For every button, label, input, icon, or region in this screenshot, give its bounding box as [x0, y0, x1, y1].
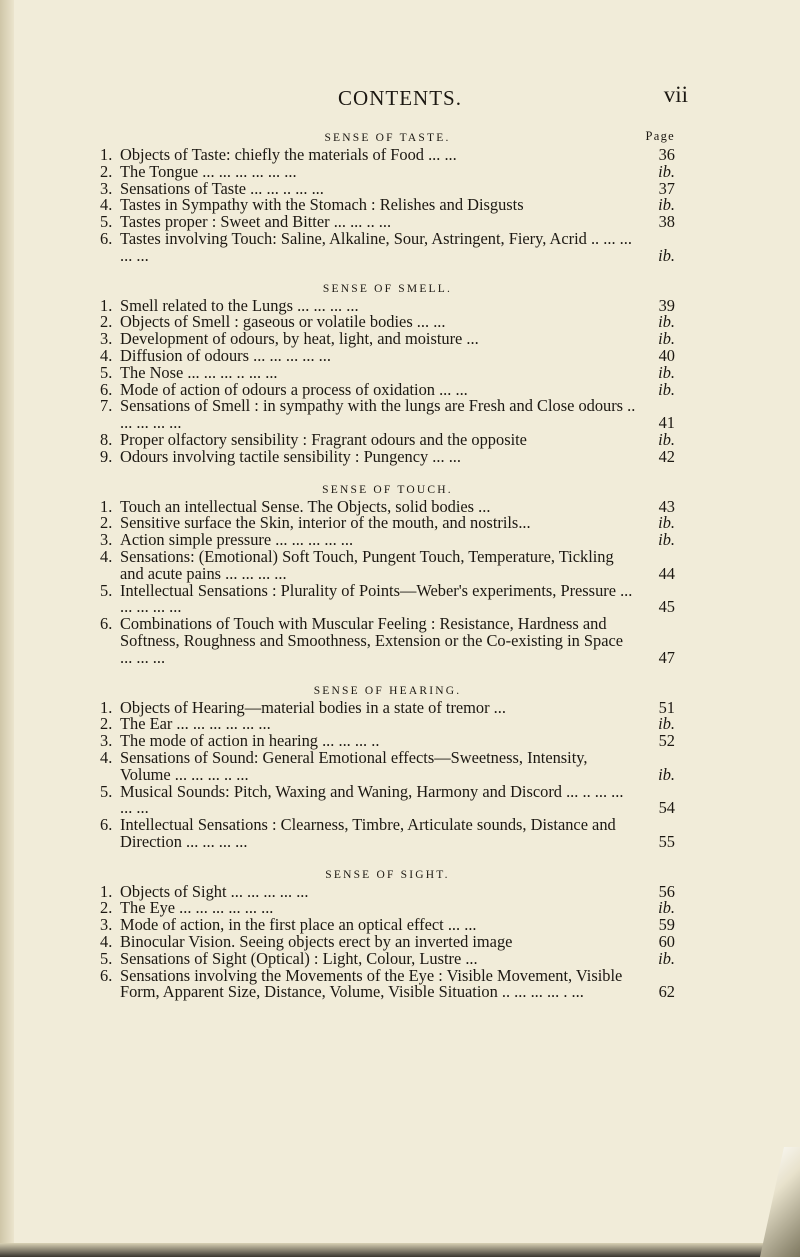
entry-title: Proper olfactory sensibility : Fragrant odours and the opposite	[120, 429, 527, 449]
entry-title: Smell related to the Lungs ... ... ... ...	[120, 295, 359, 315]
entry-number: 3.	[100, 915, 113, 935]
toc-entry	[100, 228, 675, 265]
entry-title: The Ear ... ... ... ... ... ...	[120, 714, 271, 734]
entry-title: Tastes in Sympathy with the Stomach : Relishes and Disgusts	[120, 195, 524, 215]
entry-number: 4.	[100, 546, 113, 566]
entry-title: Sensations of Sight (Optical) : Light, Colour, Lustre ...	[120, 948, 478, 968]
entry-title: Sensations involving the Movements of the Eye : Visible Movement, Visible Form, Apparent Size, Distance, Volume, Visible Situation .. ... ... ... . ...	[120, 965, 623, 1002]
entry-page: 56	[658, 881, 675, 901]
section-gap	[100, 265, 675, 279]
entry-number: 4.	[100, 195, 113, 215]
toc-section	[100, 667, 675, 851]
section-title: SENSE OF TOUCH.	[322, 483, 453, 496]
toc-entry	[100, 747, 675, 784]
entry-number: 3.	[100, 329, 113, 349]
entry-page: ib.	[658, 530, 675, 550]
entry-page: 52	[658, 731, 675, 751]
entry-title: Touch an intellectual Sense. The Objects, solid bodies ...	[120, 496, 491, 516]
entry-title: Action simple pressure ... ... ... ... ...	[120, 530, 354, 550]
entry-title: Binocular Vision. Seeing objects erect by an inverted image	[120, 932, 513, 952]
toc-entry	[100, 781, 675, 818]
entry-number: 1.	[100, 881, 113, 901]
toc-entry	[100, 616, 675, 666]
toc-entry	[100, 965, 675, 1002]
entry-number: 1.	[100, 496, 113, 516]
toc-entry	[100, 817, 675, 851]
section-gap	[100, 466, 675, 480]
toc-entry	[100, 580, 675, 617]
entry-number: 7.	[100, 396, 113, 416]
section-title: SENSE OF SIGHT.	[325, 868, 450, 881]
entry-title: Objects of Smell : gaseous or volatile bodies ... ...	[120, 312, 446, 332]
entry-title: Mode of action, in the first place an optical effect ... ...	[120, 915, 477, 935]
entry-title: Combinations of Touch with Muscular Feeling : Resistance, Hardness and Softness, Roughness and Smoothness, Extension or the Co-existing in Space ... ... ...	[120, 614, 624, 667]
entry-page: ib.	[658, 764, 675, 784]
page-header	[0, 82, 800, 116]
entry-page: 41	[658, 413, 675, 433]
page-column-label: Page	[645, 129, 675, 143]
entry-page: ib.	[658, 898, 675, 918]
entry-number: 2.	[100, 714, 113, 734]
entry-number: 4.	[100, 345, 113, 365]
entry-page: 55	[658, 831, 675, 851]
entry-title: Objects of Hearing—material bodies in a state of tremor ...	[120, 697, 506, 717]
entry-number: 6.	[100, 815, 113, 835]
entry-number: 2.	[100, 312, 113, 332]
section-title: SENSE OF SMELL.	[322, 282, 453, 295]
entry-page: ib.	[658, 362, 675, 382]
entry-title: Objects of Sight ... ... ... ... ...	[120, 881, 309, 901]
page-corner-curl	[760, 1147, 800, 1257]
entry-page: 42	[658, 446, 675, 466]
entry-number: 2.	[100, 898, 113, 918]
entry-page: 54	[658, 798, 675, 818]
section-gap	[100, 667, 675, 681]
entry-number: 1.	[100, 697, 113, 717]
toc-entry	[100, 446, 675, 466]
entry-number: 8.	[100, 429, 113, 449]
toc-section	[100, 128, 675, 265]
entry-title: Sensations: (Emotional) Soft Touch, Pungent Touch, Temperature, Tickling and acute pains ... ... ... ...	[120, 546, 614, 583]
section-gap	[100, 851, 675, 865]
entry-number: 5.	[100, 781, 113, 801]
page-bottom-edge	[0, 1243, 800, 1257]
entry-number: 2.	[100, 513, 113, 533]
toc-entry	[100, 398, 675, 432]
section-title: SENSE OF TASTE.	[324, 132, 451, 144]
entry-title: The Nose ... ... ... .. ... ...	[120, 362, 278, 382]
entry-page: ib.	[658, 379, 675, 399]
section-heading	[100, 681, 675, 699]
entry-title: Sensations of Sound: General Emotional effects—Sweetness, Intensity, Volume ... ... ... .. ...	[120, 747, 588, 784]
entry-title: Objects of Taste: chiefly the materials of Food ... ...	[120, 145, 457, 164]
entry-page: ib.	[658, 195, 675, 215]
entry-page: 39	[658, 295, 675, 315]
section-title: SENSE OF HEARING.	[313, 684, 462, 697]
entry-title: The Eye ... ... ... ... ... ...	[120, 898, 274, 918]
entry-number: 1.	[100, 145, 113, 164]
entry-number: 3.	[100, 530, 113, 550]
entry-number: 2.	[100, 161, 113, 181]
entry-page: 62	[658, 982, 675, 1002]
entry-number: 4.	[100, 747, 113, 767]
entry-page: ib.	[658, 312, 675, 332]
entry-title: Musical Sounds: Pitch, Waxing and Waning, Harmony and Discord ... .. ... ... ... ...	[120, 781, 624, 818]
entry-page: 51	[658, 697, 675, 717]
entry-title: Sensations of Taste ... ... .. ... ...	[120, 178, 324, 198]
entry-title: Sensations of Smell : in sympathy with the lungs are Fresh and Close odours .. ... ... ... ...	[120, 396, 636, 433]
entry-number: 6.	[100, 228, 113, 248]
entry-page: ib.	[658, 513, 675, 533]
entry-title: Diffusion of odours ... ... ... ... ...	[120, 345, 331, 365]
entry-number: 4.	[100, 932, 113, 952]
entry-page: 59	[658, 915, 675, 935]
toc-section	[100, 466, 675, 667]
entry-page: 38	[658, 212, 675, 232]
entry-number: 6.	[100, 614, 113, 634]
entry-page: 40	[658, 345, 675, 365]
section-heading	[100, 480, 675, 498]
page-left-edge	[0, 0, 14, 1257]
entry-number: 6.	[100, 379, 113, 399]
entry-page: 44	[658, 563, 675, 583]
entry-title: Sensitive surface the Skin, interior of the mouth, and nostrils...	[120, 513, 531, 533]
entry-title: Tastes proper : Sweet and Bitter ... ... .. ...	[120, 212, 392, 232]
entry-page: ib.	[658, 161, 675, 181]
entry-title: Development of odours, by heat, light, and moisture ...	[120, 329, 479, 349]
entry-page: ib.	[658, 245, 675, 265]
entry-page: ib.	[658, 714, 675, 734]
entry-number: 5.	[100, 580, 113, 600]
entry-page: 45	[658, 597, 675, 617]
entry-title: Mode of action of odours a process of oxidation ... ...	[120, 379, 468, 399]
entry-title: The mode of action in hearing ... ... ... ..	[120, 731, 380, 751]
toc-section	[100, 265, 675, 466]
entry-page: 43	[658, 496, 675, 516]
entry-page: 36	[658, 145, 675, 164]
entry-page: ib.	[658, 948, 675, 968]
entry-number: 5.	[100, 212, 113, 232]
entry-number: 1.	[100, 295, 113, 315]
entry-page: 60	[658, 932, 675, 952]
toc-section	[100, 851, 675, 1002]
entry-number: 3.	[100, 731, 113, 751]
entry-page: 47	[658, 647, 675, 667]
entry-page: ib.	[658, 329, 675, 349]
entry-number: 3.	[100, 178, 113, 198]
entry-number: 5.	[100, 948, 113, 968]
entry-title: Intellectual Sensations : Clearness, Timbre, Articulate sounds, Distance and Direction ... ... ... ...	[120, 815, 616, 851]
entry-title: Intellectual Sensations : Plurality of Points—Weber's experiments, Pressure ... ... ... ... ...	[120, 580, 633, 617]
entry-title: Tastes involving Touch: Saline, Alkaline, Sour, Astringent, Fiery, Acrid .. ... ... ... ...	[120, 228, 632, 265]
entry-page: ib.	[658, 429, 675, 449]
entry-title: The Tongue ... ... ... ... ... ...	[120, 161, 297, 181]
toc-entry	[100, 546, 675, 583]
entry-page: 37	[658, 178, 675, 198]
section-heading	[100, 128, 675, 146]
entry-number: 9.	[100, 446, 113, 466]
table-of-contents	[100, 128, 675, 1001]
section-heading	[100, 865, 675, 883]
section-heading	[100, 279, 675, 297]
entry-number: 6.	[100, 965, 113, 985]
running-title: CONTENTS.	[338, 86, 462, 110]
entry-number: 5.	[100, 362, 113, 382]
page-number: vii	[663, 82, 688, 107]
entry-title: Odours involving tactile sensibility : Pungency ... ...	[120, 446, 461, 466]
